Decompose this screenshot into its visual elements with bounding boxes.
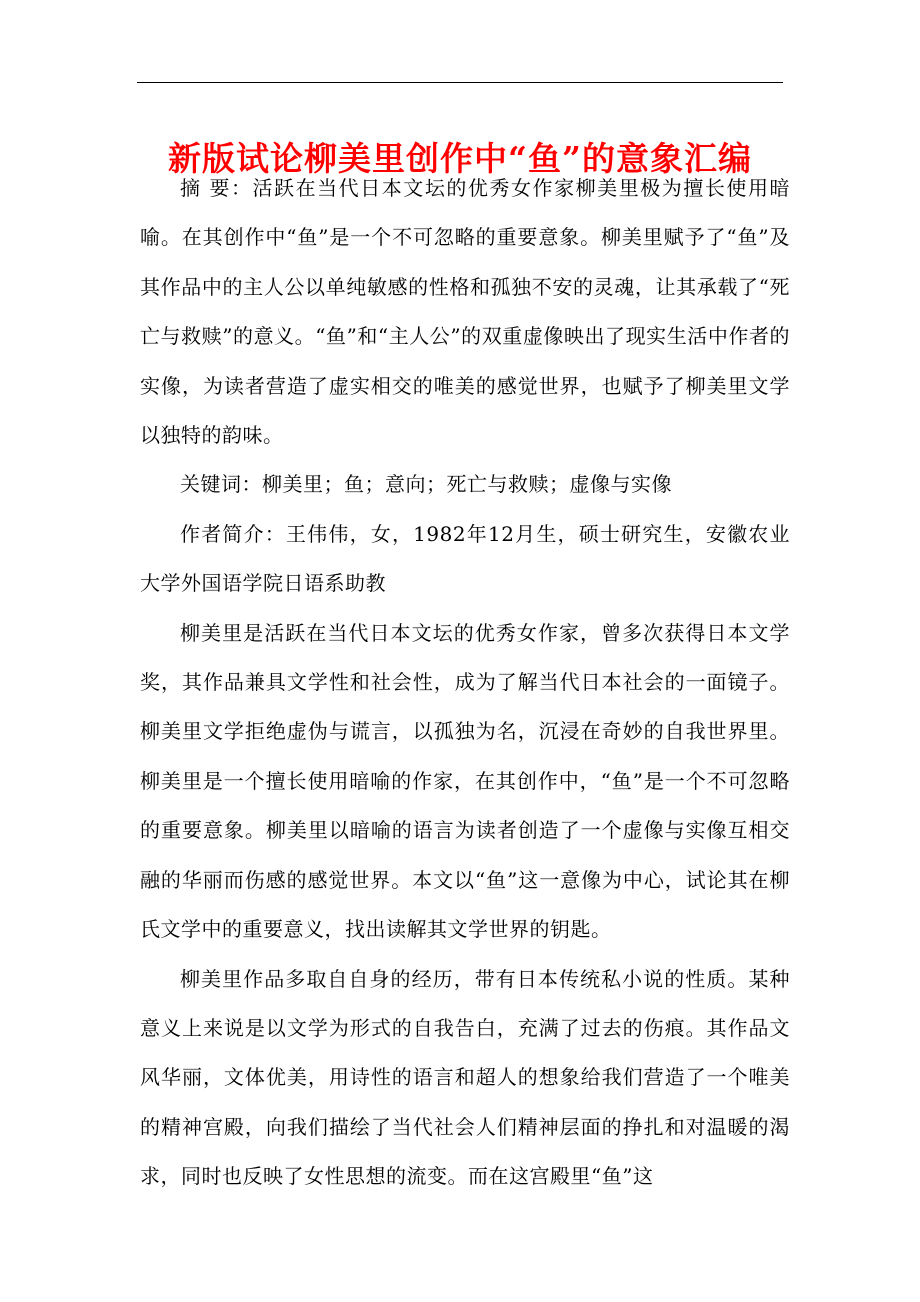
author-info-paragraph: 作者简介：王伟伟，女，1982年12月生，硕士研究生，安徽农业大学外国语学院日语系助教 <box>140 521 790 596</box>
header-rule <box>137 82 783 83</box>
document-title: 新版试论柳美里创作中“鱼”的意象汇编 <box>168 139 752 179</box>
keywords-paragraph: 关键词：柳美里；鱼；意向；死亡与救赎；虚像与实像 <box>180 472 672 497</box>
body-paragraph: 柳美里作品多取自自身的经历，带有日本传统私小说的性质。某种意义上来说是以文学为形式的自我告白，充满了过去的伤痕。其作品文风华丽，文体优美，用诗性的语言和超人的想象给我们营造了一个唯美的精神宫殿，向我们描绘了当代社会人们精神层面的挣扎和对温暖的渴求，同时也反映了女性思想的流变。而在这宫殿里“鱼”这 <box>140 966 790 1189</box>
body-paragraph: 柳美里是活跃在当代日本文坛的优秀女作家，曾多次获得日本文学奖，其作品兼具文学性和社会性，成为了解当代日本社会的一面镜子。柳美里文学拒绝虚伪与谎言，以孤独为名，沉浸在奇妙的自我世界里。柳美里是一个擅长使用暗喻的作家，在其创作中，“鱼”是一个不可忽略的重要意象。柳美里以暗喻的语言为读者创造了一个虚像与实像互相交融的华丽而伤感的感觉世界。本文以“鱼”这一意像为中心，试论其在柳氏文学中的重要意义，找出读解其文学世界的钥匙。 <box>140 620 790 942</box>
document-body <box>140 164 790 1202</box>
abstract-paragraph: 摘 要：活跃在当代日本文坛的优秀女作家柳美里极为擅长使用暗喻。在其创作中“鱼”是一个不可忽略的重要意象。柳美里赋予了“鱼”及其作品中的主人公以单纯敏感的性格和孤独不安的灵魂，让其承载了“死亡与救赎”的意义。“鱼”和“主人公”的双重虚像映出了现实生活中作者的实像，为读者营造了虚实相交的唯美的感觉世界，也赋予了柳美里文学以独特的韵味。 <box>140 176 790 448</box>
